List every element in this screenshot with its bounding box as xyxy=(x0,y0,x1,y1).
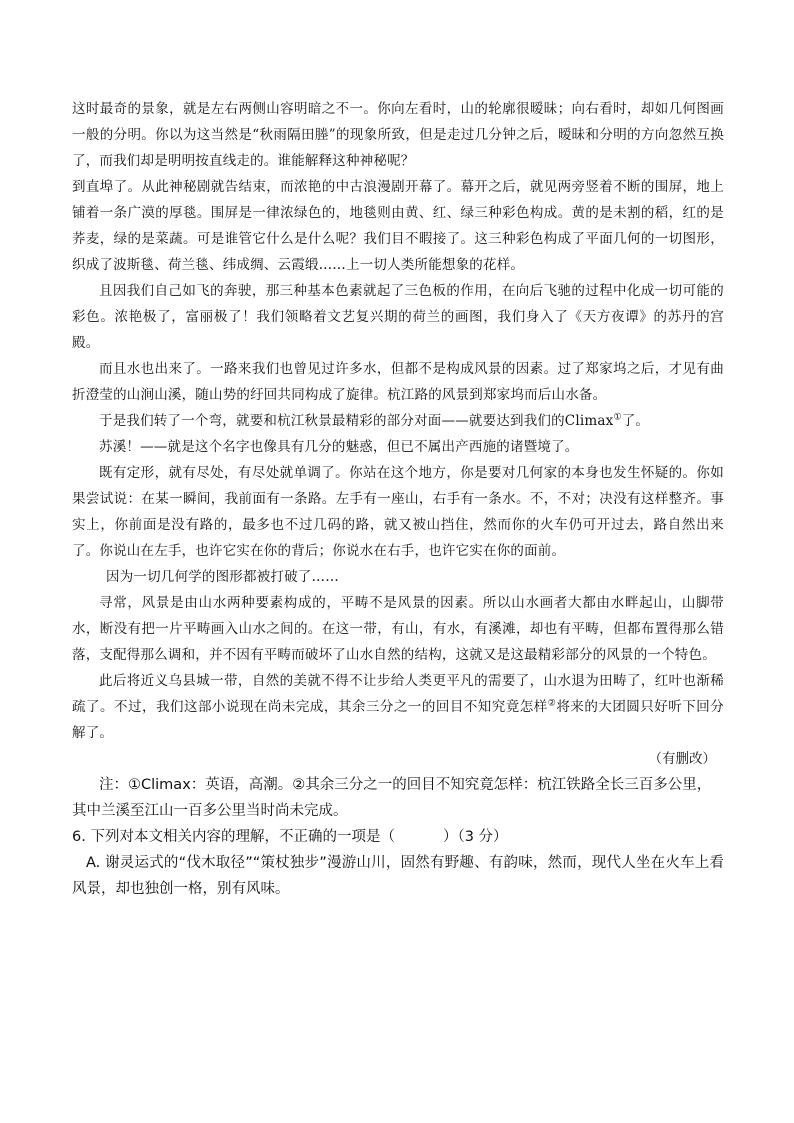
question-stem: 6. 下列对本文相关内容的理解，不正确的一项是（ xyxy=(72,829,395,845)
footnotes: 注：①Climax：英语，高潮。②其余三分之一的回目不知究竟怎样：杭江铁路全长三百多公里，其中兰溪至江山一百多公里当时尚未完成。 xyxy=(72,777,712,819)
question-6 xyxy=(72,824,724,850)
footnote-mark-1: ① xyxy=(613,412,622,423)
paragraph-geometry-broken: 因为一切几何学的图形都被打破了…… xyxy=(106,569,339,585)
option-a: A. 谢灵运式的“伐木取径”“策杖独步”漫游山川，固然有野趣、有韵味，然而，现代人坐在火车上看风景，却也独创一格，别有风味。 xyxy=(72,855,724,897)
question-close: ）（3 分） xyxy=(442,829,508,845)
paragraph-yiwu xyxy=(72,668,724,746)
paragraph-suxi: 苏溪！——就是这个名字也像具有几分的魅惑，但已不属出产西施的诸暨境了。 xyxy=(99,439,579,455)
source-note: （有删改） xyxy=(648,751,716,767)
paragraph-light-contrast: 这时最奇的景象，就是左右两侧山容明暗之不一。你向左看时，山的轮廓很暧昧；向右看时，却如几何图画一般的分明。你以为这当然是“秋雨隔田塍”的现象所致，但是走过几分钟之后，暧昧和分明的方向忽然互换了，而我们却是明明按直线走的。谁能解释这种神秘呢？ xyxy=(72,101,724,169)
climax-text: 于是我们转了一个弯，就要和杭江秋景最精彩的部分对面——就要达到我们的Climax xyxy=(99,413,614,429)
footnote-mark-2: ② xyxy=(547,698,557,709)
yiwu-tail: 将来的大团圆只好听下回分解了。 xyxy=(72,699,724,741)
paragraph-plain-fields: 寻常，风景是由山水两种要素构成的，平畴不是风景的因素。所以山水画者大都由水畔起山，山脚带水，断没有把一片平畴画入山水之间的。在这一带，有山，有水，有溪滩，却也有平畴，但都布置得那么错落，支配得那么调和，并不因有平畴而破坏了山水自然的结构，这就又是这最精彩部分的风景的一个特色。 xyxy=(72,595,724,663)
paragraph-geometry: 既有定形，就有尽处，有尽处就单调了。你站在这个地方，你是要对几何家的本身也发生怀疑的。你如果尝试说：在某一瞬间，我前面有一条路。左手有一座山，右手有一条水。不，不对；决没有这样整齐。事实上，你前面是没有路的，最多也不过几码的路，就又被山挡住，然而你的火车仍可开过去，路自然出来了。你说山在左手，也许它实在你的背后；你说水在右手，也许它实在你的面前。 xyxy=(72,465,724,559)
climax-tail: 了。 xyxy=(621,413,650,429)
yiwu-text: 此后将近义乌县城一带，自然的美就不得不让步给人类更平凡的需要了，山水退为田畴了，红叶也渐稀疏了。不过，我们这部小说现在尚未完成，其余三分之一的回目不知究竟怎样 xyxy=(72,673,724,715)
paragraph-climax xyxy=(72,408,724,434)
paragraph-zhibu: 到直埠了。从此神秘剧就告结束，而浓艳的中古浪漫剧开幕了。幕开之后，就见两旁竖着不断的围屏，地上铺着一条广漠的厚毯。围屏是一律浓绿色的，地毯则由黄、红、绿三种彩色构成。黄的是未割的稻，红的是荞麦，绿的是菜蔬。可是谁管它什么是什么呢？我们目不暇接了。这三种彩色构成了平面几何的一切图形，织成了波斯毯、荷兰毯、纬成绸、云霞缎……上一切人类所能想象的花样。 xyxy=(72,179,724,273)
document-page xyxy=(72,96,724,902)
paragraph-three-colors: 且因我们自己如飞的奔驶，那三种基本色素就起了三色板的作用，在向后飞驰的过程中化成一切可能的彩色。浓艳极了，富丽极了！我们领略着文艺复兴期的荷兰的画图，我们身入了《天方夜谭》的苏丹的宫殿。 xyxy=(72,283,724,351)
paragraph-water: 而且水也出来了。一路来我们也曾见过许多水，但都不是构成风景的因素。过了郑家坞之后，才见有曲折澄莹的山涧山溪，随山势的纡回共同构成了旋律。杭江路的风景到郑家坞而后山水备。 xyxy=(72,361,724,403)
